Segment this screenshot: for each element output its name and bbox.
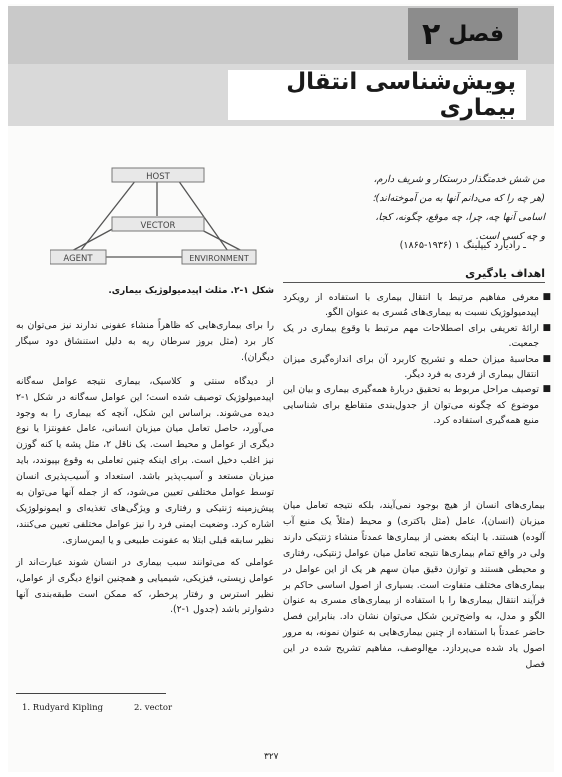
page-number: ۳۲۷ (264, 752, 279, 762)
bullet-icon: ■ (542, 322, 551, 333)
vector-agent-edge (68, 226, 118, 253)
right-column-text (283, 498, 545, 673)
learning-goal-text: توصیف مراحل مربوط به تحقیق دربارهٔ همه‌گیری بیماری و بیان این موضوع که چگونه می‌توان از جدول‌بندی متقاطع برای شناسایی منبع همه‌گیری استفاده کرد. (283, 384, 539, 427)
agent-label: AGENT (63, 254, 93, 264)
quote-line: من شش خدمتگذار درستکار و شریف دارم، (373, 174, 545, 185)
learning-goal-item (283, 321, 551, 352)
environment-node (182, 250, 256, 264)
left-column-text (16, 318, 274, 618)
chapter-word: فصل (448, 21, 505, 47)
host-label: HOST (146, 172, 170, 182)
quote-line: و چه کسی است. (475, 231, 545, 242)
learning-goal-text: محاسبهٔ میزان حمله و تشریح کاربرد آن برای اندازه‌گیری میزان انتقال بیماری از فردی به فرد دیگر. (283, 353, 539, 381)
learning-goal-item (283, 352, 551, 383)
quote-line: اسامی آنها چه، چرا، چه موقع، چگونه، کجا، (375, 212, 545, 223)
bullet-icon: ■ (542, 384, 551, 395)
bullet-icon: ■ (542, 353, 551, 364)
chapter-label-box (408, 8, 518, 60)
agent-node (50, 250, 106, 264)
epigraph-quote (300, 170, 545, 246)
environment-label: ENVIRONMENT (189, 254, 249, 263)
epidemiologic-triangle-diagram (50, 160, 258, 270)
chapter-number: ۲ (421, 16, 441, 52)
chapter-title: پویش‌شناسی انتقال بیماری (228, 70, 526, 120)
body-paragraph: بیماری‌های انسان از هیچ بوجود نمی‌آیند، بلکه نتیجه تعامل میان میزبان (انسان)، عامل (مثل باکتری) و محیط (مثلاً یک منبع آب آلوده) هستند. با اینکه بعضی از بیماری‌ها عمدتاً منشاء ژنتیکی دارند ولی در واقع تمام بیماری‌ها نتیجه تعامل میان عوامل ژنتیکی، رفتاری و محیطی هستند و توازن دقیق میان سهم هر یک از این عوامل در بیماری‌های مختلف متفاوت است. بسیاری از اصول اساسی حاکم بر فرآیند انتقال بیماری‌ها را با استفاده از بیماری‌های مسری به عنوان الگو و مدل، به واضح‌ترین شکل می‌توان نشان داد. بنابراین فصل حاضر عمدتاً با استفاده از چنین بیماری‌هایی به عنوان نمونه، به مرور اصول یاد شده می‌پردازد. مع‌الوصف، مفاهیم تشریح شده در این فصل (283, 500, 545, 671)
footnote-2: 2. vector (134, 703, 173, 713)
host-node (112, 168, 204, 182)
vector-node (112, 217, 204, 231)
learning-goals-title: اهداف یادگیری (283, 267, 545, 283)
learning-goal-text: ارائهٔ تعریفی برای اصطلاحات مهم مرتبط با وقوع بیماری در یک جمعیت. (283, 322, 539, 350)
learning-goals-list (283, 290, 553, 429)
bullet-icon: ■ (542, 292, 551, 302)
learning-goal-item (283, 290, 551, 321)
quote-author: ـ رادیارد کیپلینگ ۱ (۱۹۳۶-۱۸۶۵) (399, 240, 526, 251)
learning-goal-text: معرفی مفاهیم مرتبط با انتقال بیماری با استفاده از رویکرد اپیدمیولوژیک نسبت به بیماری‌های مُسری به عنوان الگو. (283, 292, 539, 319)
vector-label: VECTOR (140, 221, 176, 231)
quote-line: (هر چه را که می‌دانم آنها به من آموخته‌اند)؛ (372, 193, 545, 204)
body-paragraph: از دیدگاه سنتی و کلاسیک، بیماری نتیجه عوامل سه‌گانه اپیدمیولوژیک توصیف شده است؛ این عوامل سه‌گانه در شکل ۱-۲ دیده می‌شوند. براساس این شکل، آنچه که بیماری را به وجود می‌آورد، حاصل تعامل میان میزبان انسانی، عامل عفونتزا یا نوع دیگری از عوامل و محیط است. یک ناقل ۲، مثل پشه یا کنه گوزن نیز اغلب دخیل است. برای اینکه چنین تعاملی به وقوع بپیوندد، باید میزبان مستعد و آسیب‌پذیر باشد. استعداد و آسیب‌پذیری انسان توسط عوامل مختلفی تعیین می‌شود، که از جمله آنها می‌توان به پیش‌زمینه ژنتیکی و رفتاری و ویژگی‌های تغذیه‌ای و ایمونولوژیک اشاره کرد. وضعیت ایمنی فرد را نیز عوامل مختلفی تعیین می‌کنند، نظیر سابقه قبلی ابتلا به عفونت طبیعی و یا ایمن‌سازی. (16, 375, 274, 546)
learning-goal-item (283, 382, 551, 428)
figure-caption: شکل ۱-۲. مثلث اپیدمیولوژیک بیماری. (108, 286, 274, 296)
footnote-divider (16, 693, 166, 694)
body-paragraph: را برای بیماری‌هایی که ظاهراً منشاء عفونی ندارند نیز می‌توان به کار برد (مثل بروز سرطان ریه به دلیل استنشاق دود سیگار دیگران). (16, 320, 274, 363)
body-paragraph: عواملی که می‌توانند سبب بیماری در انسان شوند عبارت‌اند از عوامل زیستی، فیزیکی، شیمیایی و همچنین انواع دیگری از عوامل، نظیر استرس و رفتار پرخطر، که ممکن است طبقه‌بندی آنها دشوارتر باشد (جدول ۱-۲). (16, 556, 274, 616)
footnote-1: 1. Rudyard Kipling (22, 703, 104, 713)
